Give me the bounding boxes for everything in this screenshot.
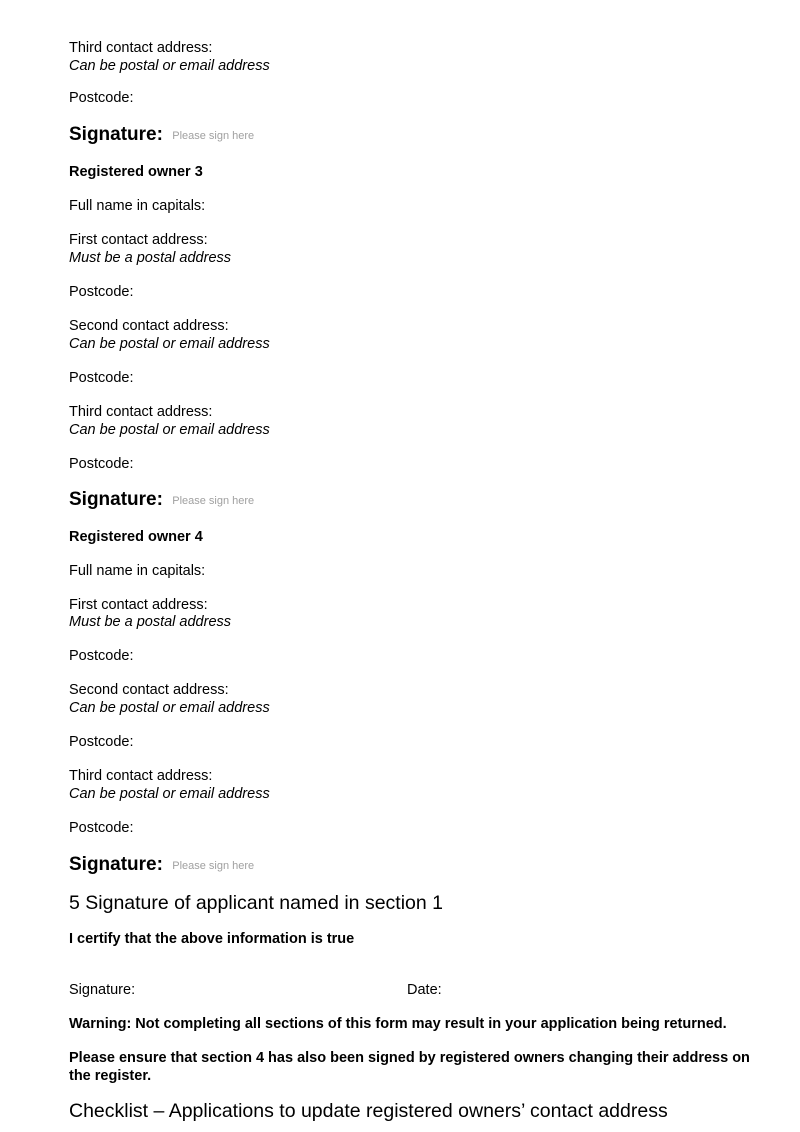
owner3-heading: Registered owner 3: [69, 164, 203, 180]
owner2-signature-label: Signature:: [69, 124, 163, 145]
applicant-signature-label: Signature:: [69, 982, 136, 998]
owner4-third-address-hint: Can be postal or email address: [69, 786, 270, 802]
ensure-signed-text: Please ensure that section 4 has also been signed by registered owners changing their address on the register.: [69, 1050, 750, 1084]
owner3-first-address-label: First contact address:: [69, 232, 208, 248]
owner4-full-name-label: Full name in capitals:: [69, 563, 206, 579]
owner3-third-address-hint: Can be postal or email address: [69, 422, 270, 438]
owner2-signature-field[interactable]: [69, 124, 254, 147]
section5-certify-text: I certify that the above information is true: [69, 931, 355, 947]
owner4-first-address-label: First contact address:: [69, 597, 208, 613]
owner3-full-name-label: Full name in capitals:: [69, 198, 206, 214]
checklist-heading: Checklist – Applications to update registered owners’ contact address: [69, 1100, 668, 1122]
owner2-third-address-hint: Can be postal or email address: [69, 58, 270, 74]
owner3-postcode-2-label: Postcode:: [69, 370, 134, 386]
owner4-postcode-1-label: Postcode:: [69, 648, 134, 664]
owner3-first-address-hint: Must be a postal address: [69, 250, 232, 266]
owner3-signature-hint[interactable]: Please sign here: [172, 495, 255, 507]
owner2-postcode-3-label: Postcode:: [69, 90, 134, 106]
owner3-third-address-label: Third contact address:: [69, 404, 213, 420]
owner4-signature-label: Signature:: [69, 854, 163, 875]
warning-text: Warning: Not completing all sections of this form may result in your application being returned.: [69, 1016, 727, 1032]
owner3-signature-field[interactable]: [69, 489, 254, 512]
owner3-postcode-1-label: Postcode:: [69, 284, 134, 300]
owner4-postcode-2-label: Postcode:: [69, 734, 134, 750]
owner2-signature-hint[interactable]: Please sign here: [172, 130, 255, 142]
applicant-signature-field[interactable]: [69, 981, 135, 999]
owner3-second-address-hint: Can be postal or email address: [69, 336, 270, 352]
owner4-postcode-3-label: Postcode:: [69, 820, 134, 836]
section5-heading: 5 Signature of applicant named in section 1: [69, 892, 443, 914]
owner3-second-address-label: Second contact address:: [69, 318, 229, 334]
applicant-date-label: Date:: [407, 982, 442, 998]
owner2-third-address-label: Third contact address:: [69, 40, 213, 56]
owner3-signature-label: Signature:: [69, 489, 163, 510]
owner4-second-address-label: Second contact address:: [69, 682, 229, 698]
owner4-second-address-hint: Can be postal or email address: [69, 700, 270, 716]
owner3-postcode-3-label: Postcode:: [69, 456, 134, 472]
owner4-first-address-hint: Must be a postal address: [69, 614, 232, 630]
owner4-signature-hint[interactable]: Please sign here: [172, 860, 255, 872]
owner4-signature-field[interactable]: [69, 854, 254, 877]
owner4-third-address-label: Third contact address:: [69, 768, 213, 784]
owner4-heading: Registered owner 4: [69, 529, 203, 545]
applicant-date-field[interactable]: [407, 981, 442, 999]
